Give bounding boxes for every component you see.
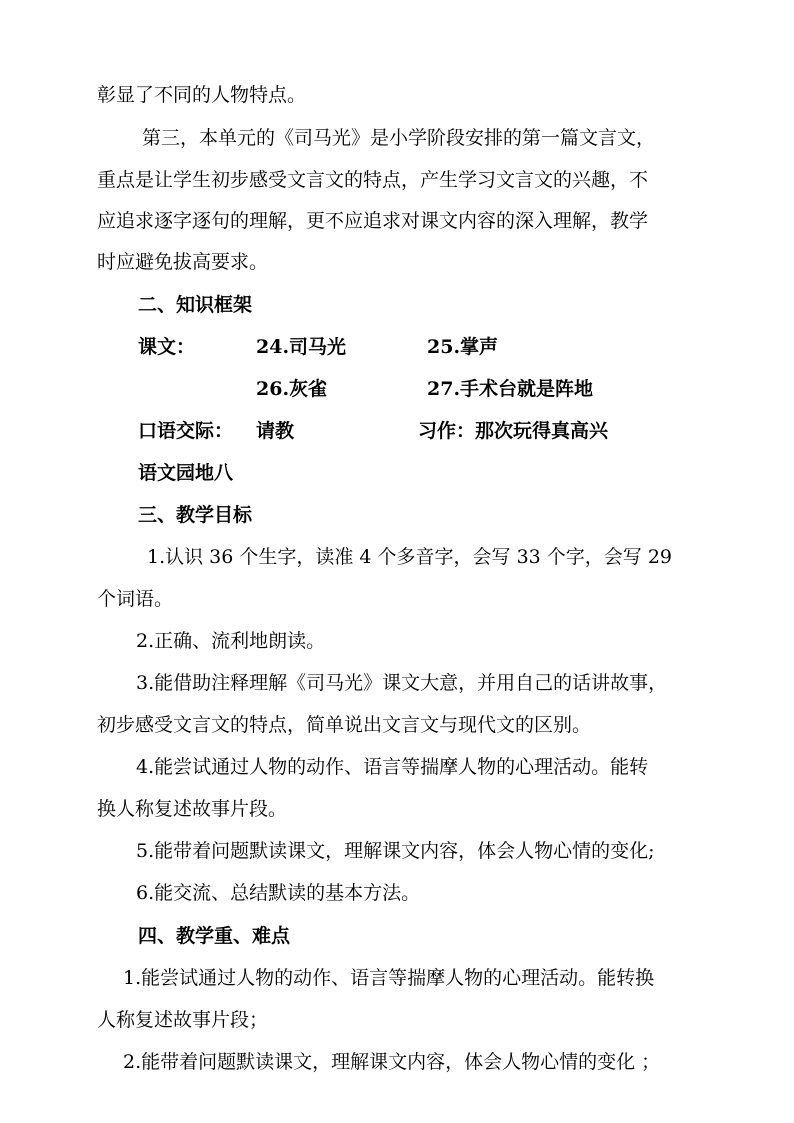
section-heading: 三、教学目标 bbox=[138, 504, 253, 526]
list-item: 个词语。 bbox=[97, 588, 174, 610]
framework-item: 请教 bbox=[256, 420, 295, 442]
framework-item: 习作：那次玩得真高兴 bbox=[418, 420, 609, 442]
paragraph-line: 应追求逐字逐句的理解，更不应追求对课文内容的深入理解，教学 bbox=[97, 210, 649, 232]
list-item: 1.能尝试通过人物的动作、语言等揣摩人物的心理活动。能转换 bbox=[123, 967, 655, 989]
paragraph-line: 第三，本单元的《司马光》是小学阶段安排的第一篇文言文， bbox=[142, 127, 656, 149]
lesson-item: 25.掌声 bbox=[427, 336, 499, 358]
list-item: 2.能带着问题默读课文，理解课文内容，体会人物心情的变化 ； bbox=[123, 1051, 661, 1073]
lesson-item: 24.司马光 bbox=[256, 336, 347, 358]
lesson-item: 26.灰雀 bbox=[256, 378, 328, 400]
framework-label: 口语交际： bbox=[138, 420, 234, 442]
list-item: 6.能交流、总结默读的基本方法。 bbox=[136, 882, 421, 904]
list-item: 换人称复述故事片段。 bbox=[97, 798, 288, 820]
list-item: 5.能带着问题默读课文，理解课文内容，体会人物心情的变化; bbox=[136, 840, 655, 862]
paragraph-line: 彰显了不同的人物特点。 bbox=[97, 84, 307, 106]
section-heading: 四、教学重、难点 bbox=[138, 925, 291, 947]
section-heading: 二、知识框架 bbox=[138, 294, 253, 316]
framework-item: 语文园地八 bbox=[138, 462, 234, 484]
list-item: 1.认识 36 个生字，读准 4 个多音字，会写 33 个字，会写 29 bbox=[147, 546, 673, 568]
framework-label: 课文： bbox=[138, 336, 196, 358]
paragraph-line: 重点是让学生初步感受文言文的特点，产生学习文言文的兴趣，不 bbox=[97, 169, 649, 191]
list-item: 3.能借助注释理解《司马光》课文大意，并用自己的话讲故事， bbox=[136, 672, 668, 694]
paragraph-line: 时应避免拔高要求。 bbox=[97, 251, 269, 273]
list-item: 人称复述故事片段； bbox=[97, 1009, 269, 1031]
list-item: 4.能尝试通过人物的动作、语言等揣摩人物的心理活动。能转 bbox=[136, 756, 649, 778]
lesson-item: 27.手术台就是阵地 bbox=[427, 378, 594, 400]
list-item: 2.正确、流利地朗读。 bbox=[136, 630, 326, 652]
list-item: 初步感受文言文的特点，简单说出文言文与现代文的区别。 bbox=[97, 714, 592, 736]
